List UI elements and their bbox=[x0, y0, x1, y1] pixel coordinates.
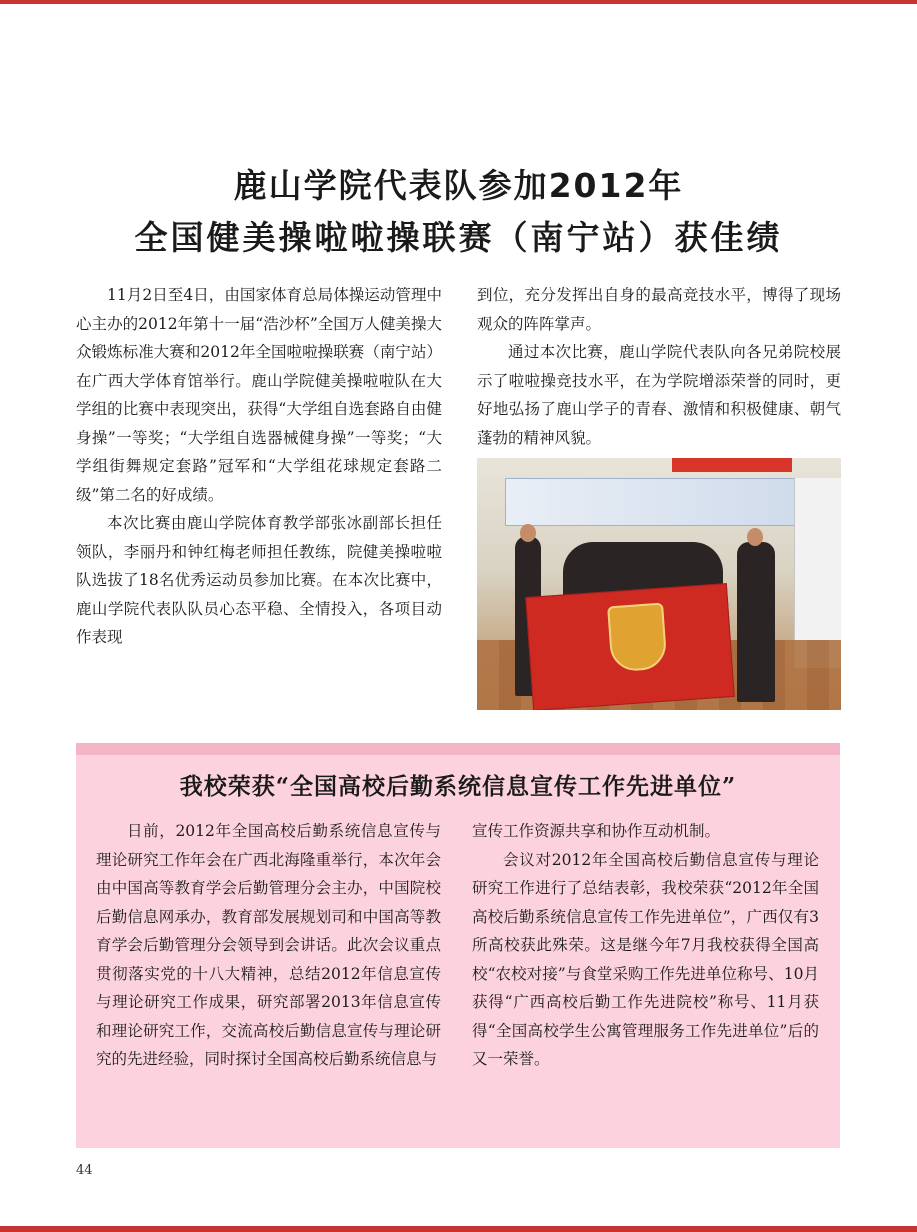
team-member bbox=[737, 542, 775, 702]
panel-stripe bbox=[76, 743, 840, 755]
page-number: 44 bbox=[76, 1163, 93, 1178]
news-paragraph: 日前，2012年全国高校后勤系统信息宣传与理论研究工作年会在广西北海隆重举行，本次年会由中国高等教育学会后勤管理分会主办，中国院校后勤信息网承办，教育部发展规划司和中国高等教育学会后勤管理分会领导到会讲话。此次会议重点贯彻落实党的十八大精神，总结2012年信息宣传与理论研究工作成果，研究部署2013年信息宣传和理论研究工作，交流高校后勤信息宣传与理论研究的先进经验，同时探讨全国高校后勤系统信息与 bbox=[96, 822, 441, 1068]
article-right-column bbox=[477, 281, 841, 452]
news-paragraph-continued: 宣传工作资源共享和协作互动机制。 bbox=[472, 822, 721, 840]
article-paragraph: 本次比赛由鹿山学院体育教学部张冰副部长担任领队，李丽丹和钟红梅老师担任教练，院健美操啦啦队选拔了18名优秀运动员参加比赛。在本次比赛中，鹿山学院代表队队员心态平稳、全情投入，各项目动作表现 bbox=[76, 514, 442, 646]
news-left-column bbox=[96, 817, 441, 1074]
article-paragraph-continued: 到位，充分发挥出自身的最高竞技水平，博得了现场观众的阵阵掌声。 bbox=[477, 286, 841, 333]
team-photo bbox=[477, 458, 841, 710]
team-member-head bbox=[747, 528, 763, 546]
article-left-column bbox=[76, 281, 442, 652]
news-panel bbox=[76, 743, 840, 1148]
red-banner bbox=[672, 458, 792, 472]
bottom-rule bbox=[0, 1226, 917, 1232]
team-member-head bbox=[520, 524, 536, 542]
article-paragraph: 通过本次比赛，鹿山学院代表队向各兄弟院校展示了啦啦操竞技水平，在为学院增添荣誉的同时，更好地弘扬了鹿山学子的青春、激情和积极健康、朝气蓬勃的精神风貌。 bbox=[477, 343, 841, 447]
news-right-column bbox=[472, 817, 819, 1074]
event-banner bbox=[505, 478, 807, 526]
college-emblem-icon bbox=[607, 603, 667, 673]
article-title-line-1: 鹿山学院代表队参加2012年 bbox=[233, 166, 684, 205]
team-flag bbox=[525, 583, 734, 710]
article-paragraph: 11月2日至4日，由国家体育总局体操运动管理中心主办的2012年第十一届“浩沙杯”全国万人健美操大众锻炼标准大赛和2012年全国啦啦操联赛（南宁站）在广西大学体育馆举行。鹿山学院健美操啦啦队在大学组的比赛中表现突出，获得“大学组自选套路自由健身操”一等奖；“大学组自选器械健身操”一等奖；“大学组街舞规定套路”冠军和“大学组花球规定套路二级”第二名的好成绩。 bbox=[76, 286, 442, 504]
news-paragraph: 会议对2012年全国高校后勤信息宣传与理论研究工作进行了总结表彰，我校荣获“2012年全国高校后勤系统信息宣传工作先进单位”，广西仅有3所高校获此殊荣。这是继今年7月我校获得全国高校“农校对接”与食堂采购工作先进单位称号、10月获得“广西高校后勤工作先进院校”称号、11月获得“全国高校学生公寓管理服务工作先进单位”后的又一荣誉。 bbox=[472, 850, 819, 1068]
article-title-line-2: 全国健美操啦啦操联赛（南宁站）获佳绩 bbox=[134, 218, 783, 257]
news-panel-title: 我校荣获“全国高校后勤系统信息宣传工作先进单位” bbox=[179, 773, 737, 800]
top-rule bbox=[0, 0, 917, 4]
